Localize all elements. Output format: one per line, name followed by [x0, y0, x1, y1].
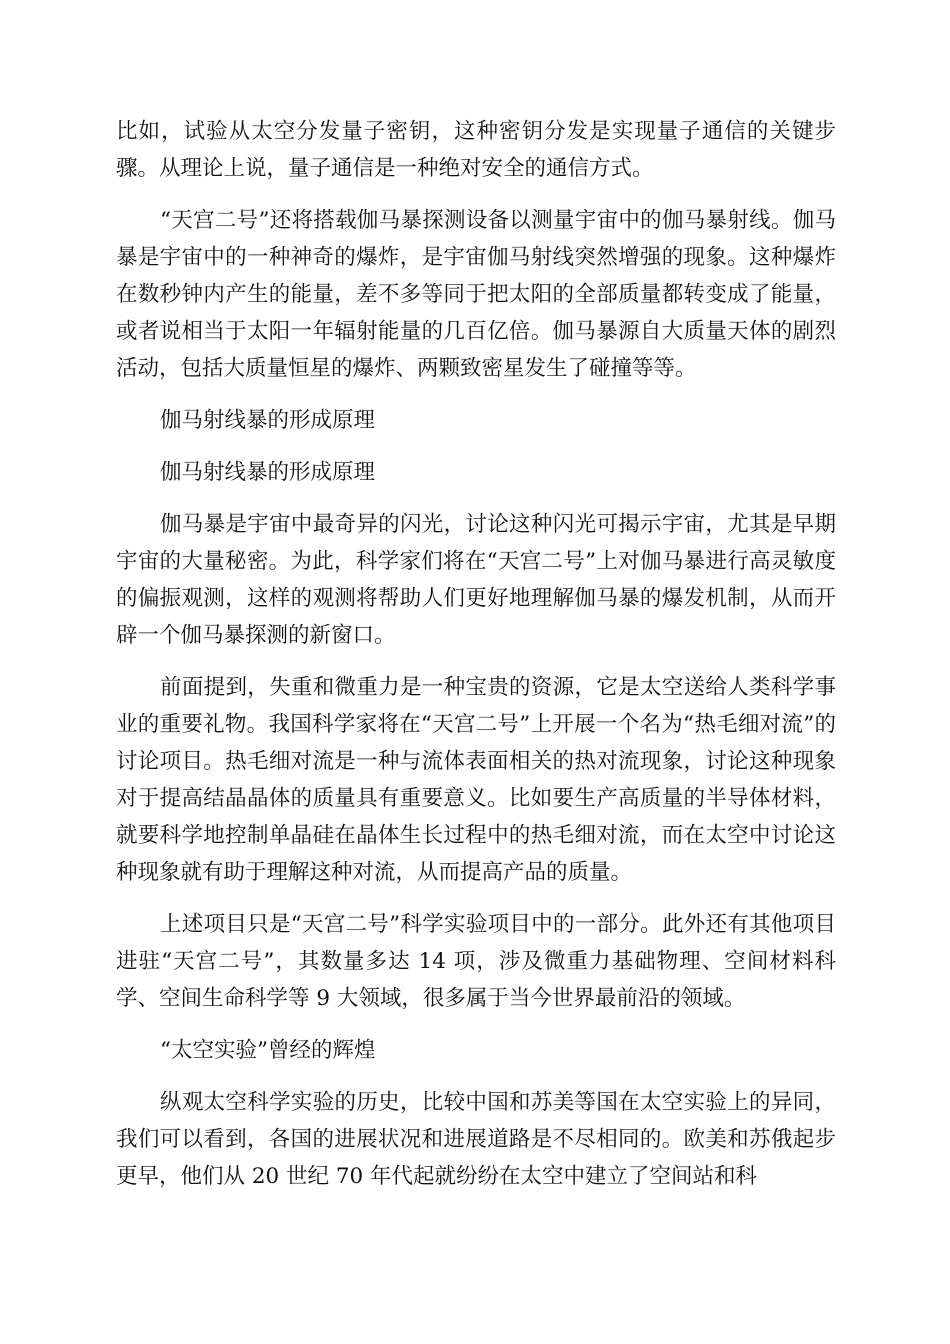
section-heading-gamma-burst-origin: 伽马射线暴的形成原理: [160, 408, 376, 433]
document-page: [116, 113, 836, 1210]
paragraph-space-experiment-history: 纵观太空科学实验的历史，比较中国和苏美等国在太空实验上的异同，我们可以看到，各国的进展状况和进展道路是不尽相同的。欧美和苏俄起步更早，他们从 20 世纪 70 年代起就纷纷在太空中建立了空间站和科: [116, 1090, 836, 1189]
paragraph-quantum-communication: 比如，试验从太空分发量子密钥，这种密钥分发是实现量子通信的关键步骤。从理论上说，量子通信是一种绝对安全的通信方式。: [116, 119, 836, 181]
section-heading-gamma-burst-origin-repeat: 伽马射线暴的形成原理: [160, 460, 376, 485]
paragraph-gamma-burst-detection: “天宫二号”还将搭载伽马暴探测设备以测量宇宙中的伽马暴射线。伽马暴是宇宙中的一种神奇的爆炸，是宇宙伽马射线突然增强的现象。这种爆炸在数秒钟内产生的能量，差不多等同于把太阳的全部质量都转变成了能量，或者说相当于太阳一年辐射能量的几百亿倍。伽马暴源自大质量天体的剧烈活动，包括大质量恒星的爆炸、两颗致密星发生了碰撞等等。: [116, 208, 836, 381]
section-heading-space-experiment-history: “太空实验”曾经的辉煌: [160, 1038, 376, 1063]
paragraph-thermocapillary-convection: 前面提到，失重和微重力是一种宝贵的资源，它是太空送给人类科学事业的重要礼物。我国科学家将在“天宫二号”上开展一个名为“热毛细对流”的讨论项目。热毛细对流是一种与流体表面相关的热对流现象，讨论这种现象对于提高结晶晶体的质量具有重要意义。比如要生产高质量的半导体材料，就要科学地控制单晶硅在晶体生长过程中的热毛细对流，而在太空中讨论这种现象就有助于理解这种对流，从而提高产品的质量。: [116, 675, 836, 885]
paragraph-gamma-burst-polarization: 伽马暴是宇宙中最奇异的闪光，讨论这种闪光可揭示宇宙，尤其是早期宇宙的大量秘密。为此，科学家们将在“天宫二号”上对伽马暴进行高灵敏度的偏振观测，这样的观测将帮助人们更好地理解伽马暴的爆发机制，从而开辟一个伽马暴探测的新窗口。: [116, 512, 836, 648]
paragraph-project-overview: 上述项目只是“天宫二号”科学实验项目中的一部分。此外还有其他项目进驻“天宫二号”，其数量多达 14 项，涉及微重力基础物理、空间材料科学、空间生命科学等 9 大领域，很多属于当今世界最前沿的领域。: [116, 912, 836, 1011]
